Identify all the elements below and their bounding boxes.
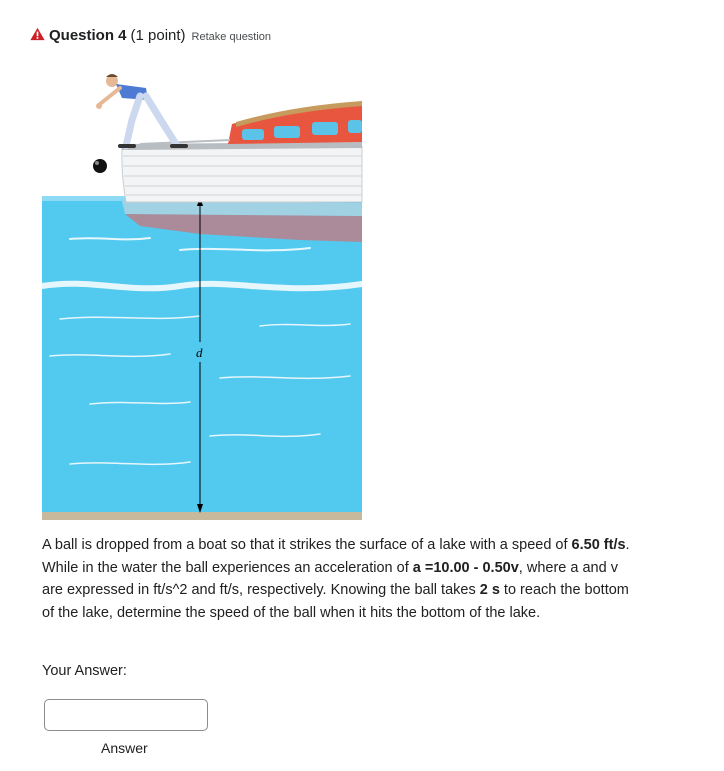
problem-statement: [42, 534, 632, 624]
problem-text-4: to reach the bottom of the lake, determine the speed of the ball when it hits the bottom of the lake.: [42, 582, 629, 621]
question-title: Question 4: [49, 27, 127, 44]
problem-value-speed: 6.50 ft/s: [571, 537, 626, 553]
problem-text-1: A ball is dropped from a boat so that it strikes the surface of a lake with a speed of: [42, 537, 572, 553]
your-answer-label: Your Answer:: [42, 663, 127, 679]
boat-lake-illustration: [30, 64, 370, 524]
problem-value-acceleration: a =10.00 - 0.50v: [412, 559, 519, 576]
depth-label: d: [196, 345, 203, 360]
problem-text-2: . While in the water the ball experiences an acceleration of: [42, 537, 630, 576]
problem-text-3: , where a and v are expressed in ft/s^2 and ft/s, respectively. Knowing the ball takes: [42, 559, 618, 599]
lake-bottom: [42, 512, 362, 520]
answer-caption: Answer: [101, 740, 148, 756]
problem-figure: [30, 64, 370, 524]
question-header: [30, 26, 271, 46]
question-points: (1 point): [130, 27, 186, 44]
person-figure: [96, 74, 186, 146]
problem-value-time: 2 s: [479, 582, 500, 599]
retake-question-link[interactable]: Retake question: [191, 31, 272, 43]
ball: [93, 159, 107, 173]
answer-input[interactable]: [44, 699, 208, 731]
warning-triangle-icon: [30, 27, 45, 41]
